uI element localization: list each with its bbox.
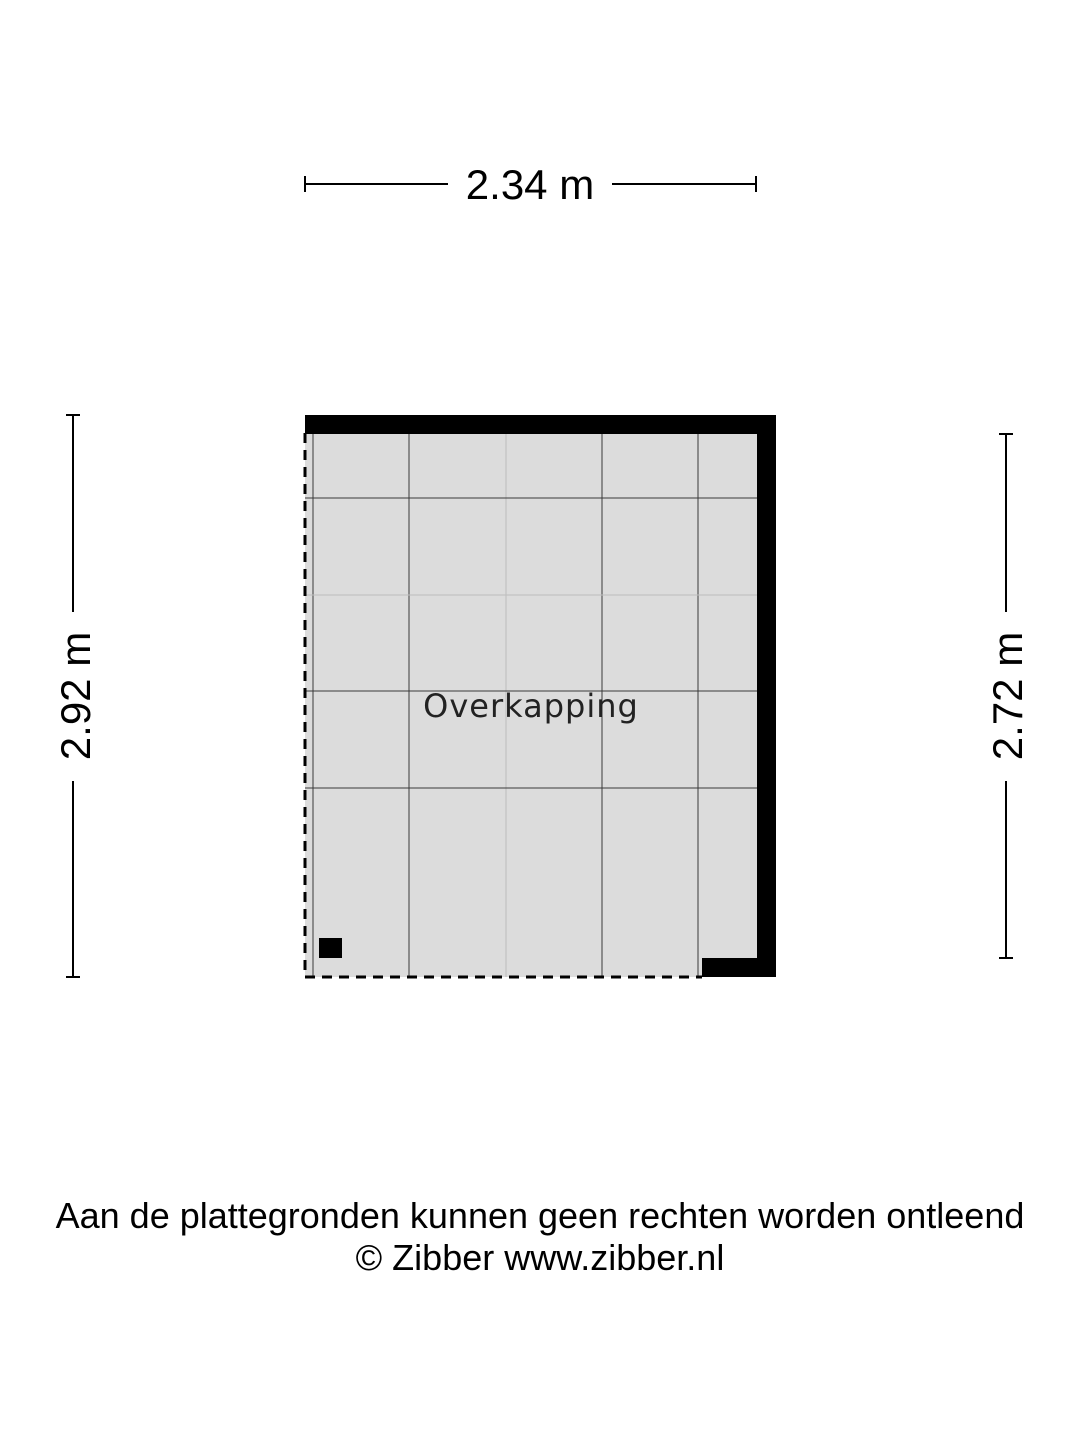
- wall-top: [305, 415, 776, 434]
- dimension-left-label: 2.92 m: [52, 631, 99, 761]
- wall-right: [757, 415, 776, 977]
- room-label: Overkapping: [423, 687, 639, 725]
- support-post: [319, 938, 342, 958]
- copyright-text: © Zibber www.zibber.nl: [355, 1237, 725, 1278]
- dimension-left: [52, 415, 99, 977]
- disclaimer-text: Aan de plattegronden kunnen geen rechten worden ontleend: [55, 1195, 1025, 1236]
- wall-bottom-right-stub: [702, 958, 776, 977]
- dimension-top-label: 2.34 m: [465, 161, 595, 208]
- dimension-right: [984, 434, 1031, 958]
- dimension-top: [305, 161, 756, 208]
- dimension-right-label: 2.72 m: [984, 631, 1031, 761]
